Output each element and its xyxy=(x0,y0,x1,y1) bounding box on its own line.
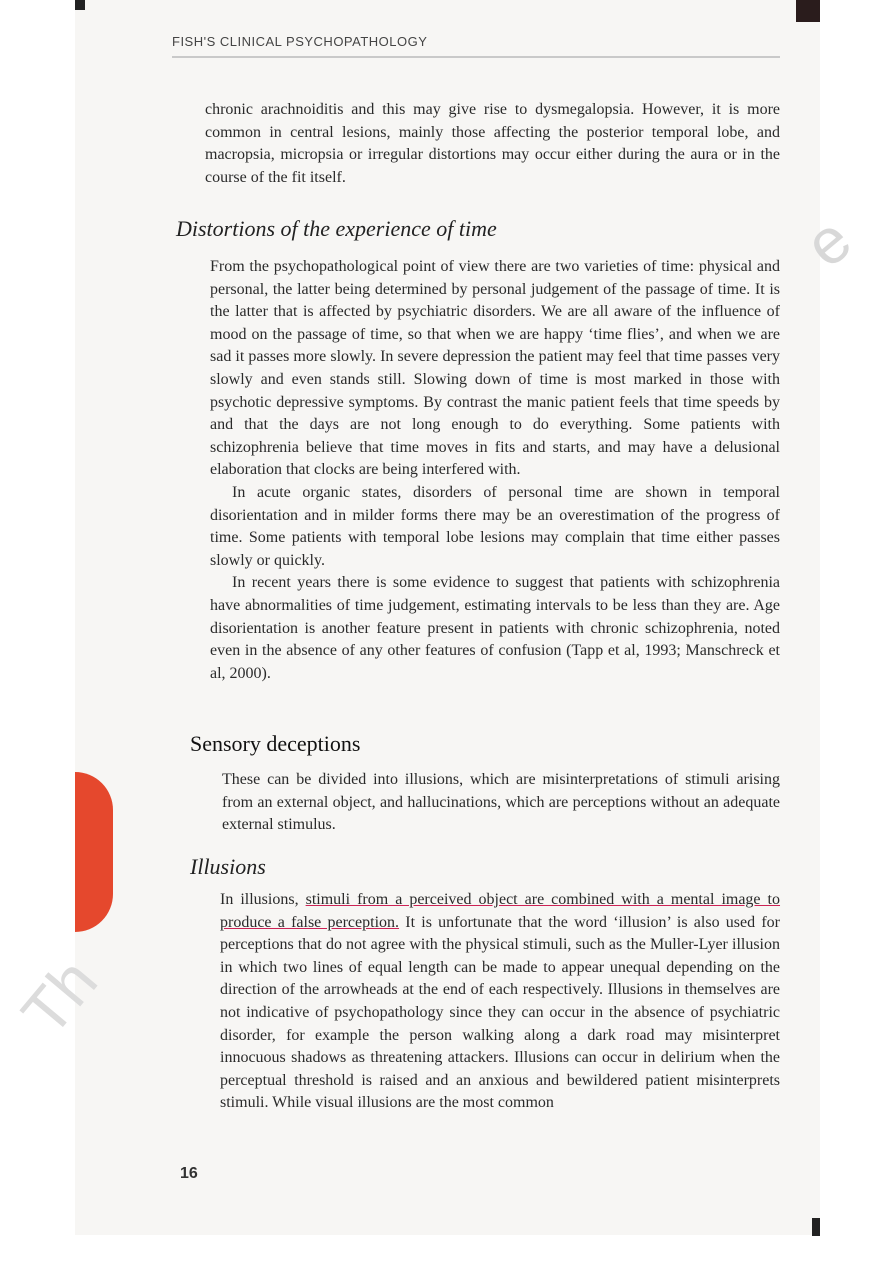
illusions-paragraph-rest: It is unfortunate that the word ‘illusion’ is also used for perceptions that do not agree with the physical stimuli, such as the Muller-Lyer illusion in which two lines of equal length can be made to appear unequal depending on the direction of the arrowheads at the end of each respectively. Illusions in themselves are not indicative of psychopathology since they can occur in the absence of psychiatric disorder, for example the person walking along a dark road may misinterpret innocuous shadows as threatening attackers. Illusions can occur in delirium when the perceptual threshold is raised and an anxious and bewildered patient misinterprets stimuli. While visual illusions are the most common xyxy=(220,913,780,1112)
intro-block xyxy=(205,99,780,189)
page-number: 16 xyxy=(180,1165,198,1182)
underlined-phrase: stimuli from a perceived object are combined with a mental image to produce a false perception. xyxy=(220,891,781,931)
time-paragraph-1: From the psychopathological point of view there are two varieties of time: physical and personal, the latter being determined by personal judgement of the passage of time. It is the latter that is affected by psychiatric disorders. We are all aware of the influence of mood on the passage of time, so that when we are happy ‘time flies’, and when we are sad it passes more slowly. In severe depression the patient may feel that time passes very slowly and even stands still. Slowing down of time is most marked in those with psychotic depressive symptoms. By contrast the manic patient feels that time speeds by and that the days are not long enough to do everything. Some patients with schizophrenia believe that time moves in fits and starts, and may have a delusional elaboration that clocks are being interfered with. xyxy=(210,258,780,479)
watermark-left: Th xyxy=(7,945,111,1049)
time-section-body xyxy=(210,256,780,685)
heading-illusions: Illusions xyxy=(190,854,266,879)
watermark-right: e xyxy=(791,202,865,282)
sensory-section-body xyxy=(222,769,780,837)
page-corner-bottom-right xyxy=(812,1218,820,1236)
illusions-lead-in: In illusions, xyxy=(220,891,306,908)
sensory-paragraph: These can be divided into illusions, which are misinterpretations of stimuli arising from an external object, and hallucinations, which are perceptions without an adequate external stimulus. xyxy=(222,771,780,834)
heading-sensory: Sensory deceptions xyxy=(190,731,361,756)
illusions-section-body xyxy=(220,889,780,1115)
time-paragraph-3: In recent years there is some evidence to suggest that patients with schizophrenia have abnormalities of time judgement, estimating intervals to be less than they are. Age disorientation is another feature present in patients with chronic schizophrenia, noted even in the absence of any other features of confusion (Tapp et al, 1993; Manschreck et al, 2000). xyxy=(210,574,780,682)
intro-paragraph: chronic arachnoiditis and this may give rise to dysmegalopsia. However, it is more common in central lesions, mainly those affecting the posterior temporal lobe, and macropsia, micropsia or irregular distortions may occur either during the aura or in the course of the fit itself. xyxy=(205,101,780,186)
time-paragraph-2: In acute organic states, disorders of personal time are shown in temporal disorientation and in milder forms there may be an overestimation of the progress of time. Some patients with temporal lobe lesions may complain that time either passes slowly or quickly. xyxy=(210,483,780,569)
finger-on-page xyxy=(75,772,113,932)
page-corner-top-right xyxy=(796,0,820,22)
illusions-paragraph xyxy=(220,889,780,1115)
running-head: FISH'S CLINICAL PSYCHOPATHOLOGY xyxy=(172,34,428,49)
header-rule xyxy=(172,56,780,58)
heading-time: Distortions of the experience of time xyxy=(176,216,497,241)
page-corner-top-left xyxy=(75,0,85,10)
